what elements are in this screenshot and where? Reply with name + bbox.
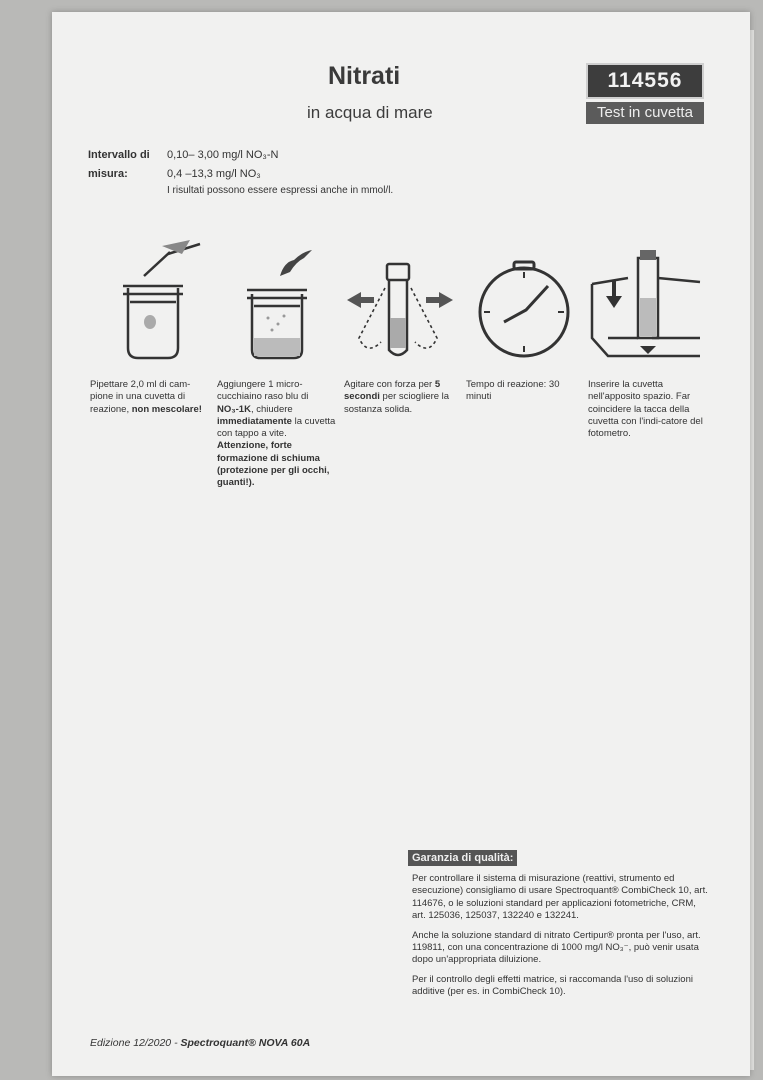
product-name: Spectroquant® NOVA 60A xyxy=(180,1037,311,1049)
article-badge xyxy=(586,63,704,124)
range-value-no3: 0,4 –13,3 mg/l NO₃ xyxy=(167,168,261,180)
spoon-vial-icon xyxy=(232,238,332,363)
edition-label: Edizione 12/2020 - xyxy=(90,1037,181,1049)
quality-paragraph-1: Per controllare il sistema di misurazione (reattivi, strumento ed esecuzione) consigliamo di usare Spectroquant® CombiCheck 10, art. 114676, o le soluzioni standard per applicazioni fotometriche, CRM, art. 125036, 125037, 132240 e 132241. xyxy=(412,873,708,922)
quality-title: Garanzia di qualità: xyxy=(408,850,517,866)
step-1-text: Pipettare 2,0 ml di cam-pione in una cuvetta di reazione, non mescolare! xyxy=(90,379,202,415)
step-4-text: Tempo di reazione: 30 minuti xyxy=(466,379,560,403)
page-title: Nitrati xyxy=(328,62,401,90)
stopwatch-icon xyxy=(474,238,574,363)
range-values xyxy=(167,146,278,184)
quality-paragraph-3: Per il controllo degli effetti matrice, si raccomanda l'uso di soluzioni additive (per es. in CombiCheck 10). xyxy=(412,973,693,998)
step-3-text: Agitare con forza per 5 secondi per sciogliere la sostanza solida. xyxy=(344,379,450,415)
article-type-label: Test in cuvetta xyxy=(586,102,704,124)
step-5-text: Inserire la cuvetta nell'apposito spazio. Far coincidere la tacca della cuvetta con l'indi-catore del fotometro. xyxy=(588,379,703,440)
quality-assurance-section xyxy=(408,848,708,999)
article-number: 114556 xyxy=(586,63,704,99)
pipette-vial-icon xyxy=(108,238,208,363)
step-2-text: Aggiungere 1 micro-cucchiaino raso blu di NO₃-1K, chiudere immediatamente la cuvetta con tappo a vite. Attenzione, forte formazione di schiuma (protezione per gli occhi, guanti!). xyxy=(217,379,336,489)
photometer-insert-icon xyxy=(588,238,703,363)
footer xyxy=(90,1037,310,1049)
page-subtitle: in acqua di mare xyxy=(307,103,433,122)
range-value-n: 0,10– 3,00 mg/l NO₃-N xyxy=(167,149,279,161)
quality-paragraph-2: Anche la soluzione standard di nitrato Certipur® pronta per l'uso, art. 119811, con una concentrazione di 1000 mg/l NO₃⁻, può venir usata dopo un'appropriata diluizione. xyxy=(412,929,701,966)
range-note: I risultati possono essere espressi anche in mmol/l. xyxy=(167,185,394,196)
shake-tube-icon xyxy=(345,238,455,363)
range-label: Intervallo di misura: xyxy=(88,149,150,180)
